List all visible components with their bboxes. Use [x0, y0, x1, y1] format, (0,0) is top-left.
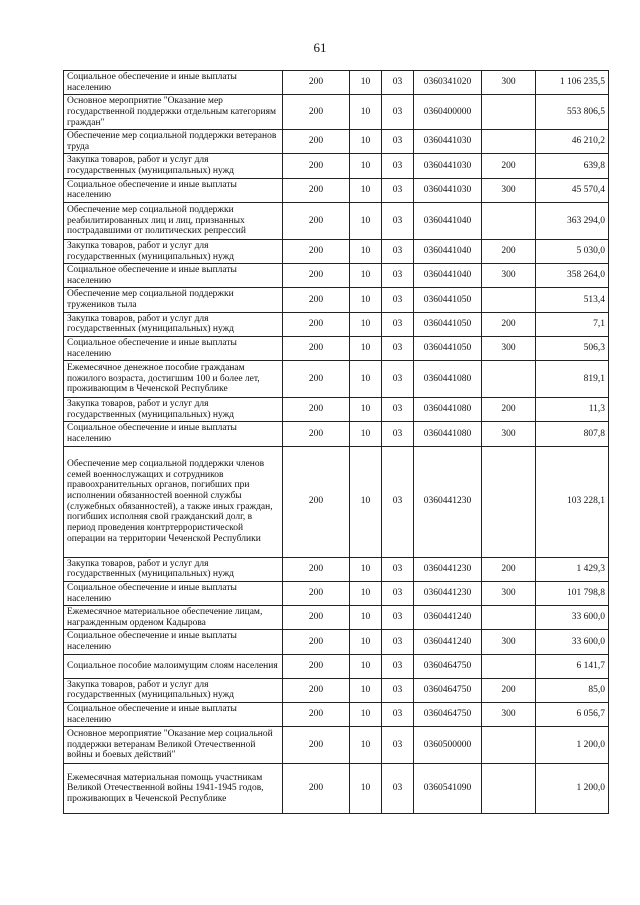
cell-subsection: 03	[382, 557, 414, 581]
table-row	[64, 581, 609, 605]
cell-amount: 45 570,4	[536, 178, 609, 202]
cell-expense-type: 300	[482, 264, 536, 288]
cell-subsection: 03	[382, 336, 414, 360]
cell-amount: 7,1	[536, 312, 609, 336]
cell-name: Социальное пособие малоимущим слоям населения	[64, 654, 283, 678]
cell-target-article: 0360441050	[414, 336, 482, 360]
cell-amount: 1 429,3	[536, 557, 609, 581]
cell-ministry: 200	[283, 130, 350, 154]
table-row	[64, 264, 609, 288]
cell-name: Обеспечение мер социальной поддержки реабилитированных лиц и лиц, признанных пострадавшими от политических репрессий	[64, 202, 283, 239]
cell-section: 10	[350, 606, 382, 630]
table-row	[64, 764, 609, 814]
cell-target-article: 0360441230	[414, 557, 482, 581]
cell-amount: 363 294,0	[536, 202, 609, 239]
cell-expense-type: 200	[482, 678, 536, 702]
cell-amount: 33 600,0	[536, 630, 609, 654]
cell-amount: 11,3	[536, 398, 609, 422]
cell-name: Обеспечение мер социальной поддержки тружеников тыла	[64, 288, 283, 312]
cell-expense-type: 200	[482, 239, 536, 263]
cell-target-article: 0360441240	[414, 606, 482, 630]
cell-ministry: 200	[283, 606, 350, 630]
cell-amount: 553 806,5	[536, 95, 609, 130]
cell-section: 10	[350, 678, 382, 702]
cell-subsection: 03	[382, 422, 414, 446]
cell-ministry: 200	[283, 336, 350, 360]
cell-target-article: 0360464750	[414, 702, 482, 726]
table-row	[64, 154, 609, 178]
cell-amount: 101 798,8	[536, 581, 609, 605]
cell-amount: 1 200,0	[536, 764, 609, 814]
cell-amount: 5 030,0	[536, 239, 609, 263]
cell-subsection: 03	[382, 239, 414, 263]
table-row	[64, 446, 609, 557]
cell-amount: 506,3	[536, 336, 609, 360]
cell-target-article: 0360441050	[414, 312, 482, 336]
cell-expense-type	[482, 361, 536, 398]
cell-section: 10	[350, 361, 382, 398]
cell-ministry: 200	[283, 630, 350, 654]
table-row	[64, 336, 609, 360]
cell-expense-type: 200	[482, 557, 536, 581]
cell-section: 10	[350, 702, 382, 726]
cell-amount: 1 106 235,5	[536, 71, 609, 95]
cell-name: Закупка товаров, работ и услуг для государственных (муниципальных) нужд	[64, 557, 283, 581]
cell-subsection: 03	[382, 361, 414, 398]
cell-subsection: 03	[382, 71, 414, 95]
cell-target-article: 0360441080	[414, 422, 482, 446]
cell-expense-type: 300	[482, 422, 536, 446]
cell-section: 10	[350, 630, 382, 654]
cell-expense-type	[482, 288, 536, 312]
cell-name: Социальное обеспечение и иные выплаты населению	[64, 336, 283, 360]
page-number: 61	[313, 40, 327, 55]
cell-section: 10	[350, 202, 382, 239]
cell-target-article: 0360441030	[414, 130, 482, 154]
cell-name: Социальное обеспечение и иные выплаты населению	[64, 702, 283, 726]
cell-amount: 1 200,0	[536, 727, 609, 764]
cell-ministry: 200	[283, 398, 350, 422]
cell-ministry: 200	[283, 727, 350, 764]
table-row	[64, 202, 609, 239]
cell-name: Социальное обеспечение и иные выплаты населению	[64, 581, 283, 605]
cell-target-article: 0360500000	[414, 727, 482, 764]
cell-ministry: 200	[283, 361, 350, 398]
cell-expense-type	[482, 654, 536, 678]
table-row	[64, 288, 609, 312]
cell-subsection: 03	[382, 202, 414, 239]
cell-expense-type: 300	[482, 702, 536, 726]
cell-expense-type	[482, 202, 536, 239]
cell-name: Социальное обеспечение и иные выплаты населению	[64, 178, 283, 202]
cell-name: Закупка товаров, работ и услуг для государственных (муниципальных) нужд	[64, 398, 283, 422]
cell-ministry: 200	[283, 581, 350, 605]
cell-name: Ежемесячное материальное обеспечение лицам, награжденным орденом Кадырова	[64, 606, 283, 630]
cell-expense-type: 200	[482, 398, 536, 422]
table-row	[64, 606, 609, 630]
cell-target-article: 0360464750	[414, 654, 482, 678]
cell-target-article: 0360441230	[414, 446, 482, 557]
cell-section: 10	[350, 130, 382, 154]
cell-section: 10	[350, 264, 382, 288]
cell-ministry: 200	[283, 154, 350, 178]
table-row	[64, 95, 609, 130]
cell-target-article: 0360400000	[414, 95, 482, 130]
cell-ministry: 200	[283, 95, 350, 130]
cell-target-article: 0360441030	[414, 178, 482, 202]
cell-expense-type	[482, 446, 536, 557]
cell-expense-type: 300	[482, 71, 536, 95]
cell-name: Основное мероприятие "Оказание мер государственной поддержки отдельным категориям граждан"	[64, 95, 283, 130]
cell-target-article: 0360441230	[414, 581, 482, 605]
cell-amount: 819,1	[536, 361, 609, 398]
cell-target-article: 0360441240	[414, 630, 482, 654]
cell-name: Основное мероприятие "Оказание мер социальной поддержки ветеранам Великой Отечественной войны и боевых действий"	[64, 727, 283, 764]
cell-name: Закупка товаров, работ и услуг для государственных (муниципальных) нужд	[64, 154, 283, 178]
cell-ministry: 200	[283, 71, 350, 95]
cell-name: Закупка товаров, работ и услуг для государственных (муниципальных) нужд	[64, 678, 283, 702]
cell-ministry: 200	[283, 239, 350, 263]
cell-expense-type	[482, 727, 536, 764]
cell-amount: 46 210,2	[536, 130, 609, 154]
cell-expense-type: 300	[482, 581, 536, 605]
cell-subsection: 03	[382, 398, 414, 422]
cell-section: 10	[350, 288, 382, 312]
cell-expense-type: 300	[482, 336, 536, 360]
cell-subsection: 03	[382, 764, 414, 814]
cell-section: 10	[350, 727, 382, 764]
cell-expense-type	[482, 130, 536, 154]
table-body	[64, 71, 609, 814]
cell-section: 10	[350, 154, 382, 178]
cell-target-article: 0360441050	[414, 288, 482, 312]
cell-amount: 6 141,7	[536, 654, 609, 678]
cell-section: 10	[350, 178, 382, 202]
table-row	[64, 702, 609, 726]
cell-expense-type: 300	[482, 178, 536, 202]
cell-name: Социальное обеспечение и иные выплаты населению	[64, 264, 283, 288]
cell-section: 10	[350, 95, 382, 130]
table-row	[64, 422, 609, 446]
cell-subsection: 03	[382, 678, 414, 702]
cell-expense-type: 300	[482, 630, 536, 654]
table-row	[64, 239, 609, 263]
cell-expense-type: 200	[482, 312, 536, 336]
cell-name: Обеспечение мер социальной поддержки членов семей военнослужащих и сотрудников правоохранительных органов, погибших при исполнении обязанностей военной службы (служебных обязанностей), а также иных граждан, погибших исполняя свой гражданский долг, в период проведения контртеррористической операции на территории Чеченской Республики	[64, 446, 283, 557]
cell-subsection: 03	[382, 130, 414, 154]
cell-section: 10	[350, 336, 382, 360]
cell-subsection: 03	[382, 154, 414, 178]
cell-subsection: 03	[382, 727, 414, 764]
cell-section: 10	[350, 557, 382, 581]
table-row	[64, 654, 609, 678]
cell-amount: 103 228,1	[536, 446, 609, 557]
cell-ministry: 200	[283, 702, 350, 726]
cell-ministry: 200	[283, 678, 350, 702]
cell-target-article: 0360341020	[414, 71, 482, 95]
table-row	[64, 361, 609, 398]
cell-name: Социальное обеспечение и иные выплаты населению	[64, 422, 283, 446]
cell-amount: 513,4	[536, 288, 609, 312]
cell-amount: 85,0	[536, 678, 609, 702]
table-row	[64, 727, 609, 764]
cell-target-article: 0360441040	[414, 264, 482, 288]
cell-name: Социальное обеспечение и иные выплаты населению	[64, 630, 283, 654]
cell-target-article: 0360541090	[414, 764, 482, 814]
cell-section: 10	[350, 71, 382, 95]
cell-target-article: 0360441080	[414, 398, 482, 422]
cell-ministry: 200	[283, 446, 350, 557]
budget-table	[63, 70, 609, 814]
cell-ministry: 200	[283, 312, 350, 336]
cell-name: Ежемесячное денежное пособие гражданам пожилого возраста, достигшим 100 и более лет, проживающим в Чеченской Республике	[64, 361, 283, 398]
cell-ministry: 200	[283, 557, 350, 581]
cell-amount: 33 600,0	[536, 606, 609, 630]
cell-name: Закупка товаров, работ и услуг для государственных (муниципальных) нужд	[64, 312, 283, 336]
cell-target-article: 0360441080	[414, 361, 482, 398]
cell-ministry: 200	[283, 178, 350, 202]
cell-expense-type	[482, 95, 536, 130]
cell-section: 10	[350, 312, 382, 336]
cell-ministry: 200	[283, 202, 350, 239]
cell-subsection: 03	[382, 178, 414, 202]
cell-subsection: 03	[382, 606, 414, 630]
table-row	[64, 178, 609, 202]
cell-section: 10	[350, 764, 382, 814]
cell-amount: 807,8	[536, 422, 609, 446]
cell-ministry: 200	[283, 654, 350, 678]
cell-section: 10	[350, 422, 382, 446]
cell-ministry: 200	[283, 288, 350, 312]
cell-section: 10	[350, 654, 382, 678]
table-row	[64, 71, 609, 95]
cell-target-article: 0360441030	[414, 154, 482, 178]
table-row	[64, 557, 609, 581]
cell-target-article: 0360441040	[414, 239, 482, 263]
cell-name: Закупка товаров, работ и услуг для государственных (муниципальных) нужд	[64, 239, 283, 263]
cell-subsection: 03	[382, 446, 414, 557]
cell-target-article: 0360441040	[414, 202, 482, 239]
cell-subsection: 03	[382, 288, 414, 312]
cell-ministry: 200	[283, 422, 350, 446]
cell-expense-type	[482, 764, 536, 814]
cell-amount: 358 264,0	[536, 264, 609, 288]
cell-amount: 6 056,7	[536, 702, 609, 726]
cell-name: Ежемесячная материальная помощь участникам Великой Отечественной войны 1941-1945 годов, проживающих в Чеченской Республике	[64, 764, 283, 814]
cell-expense-type: 200	[482, 154, 536, 178]
cell-subsection: 03	[382, 264, 414, 288]
table-row	[64, 312, 609, 336]
table-row	[64, 630, 609, 654]
cell-section: 10	[350, 446, 382, 557]
table-row	[64, 678, 609, 702]
cell-name: Социальное обеспечение и иные выплаты населению	[64, 71, 283, 95]
cell-subsection: 03	[382, 630, 414, 654]
cell-section: 10	[350, 398, 382, 422]
table-row	[64, 130, 609, 154]
cell-subsection: 03	[382, 581, 414, 605]
cell-expense-type	[482, 606, 536, 630]
table-row	[64, 398, 609, 422]
cell-target-article: 0360464750	[414, 678, 482, 702]
cell-ministry: 200	[283, 764, 350, 814]
cell-subsection: 03	[382, 95, 414, 130]
cell-ministry: 200	[283, 264, 350, 288]
cell-subsection: 03	[382, 702, 414, 726]
cell-subsection: 03	[382, 312, 414, 336]
cell-amount: 639,8	[536, 154, 609, 178]
cell-section: 10	[350, 581, 382, 605]
cell-subsection: 03	[382, 654, 414, 678]
cell-section: 10	[350, 239, 382, 263]
cell-name: Обеспечение мер социальной поддержки ветеранов труда	[64, 130, 283, 154]
